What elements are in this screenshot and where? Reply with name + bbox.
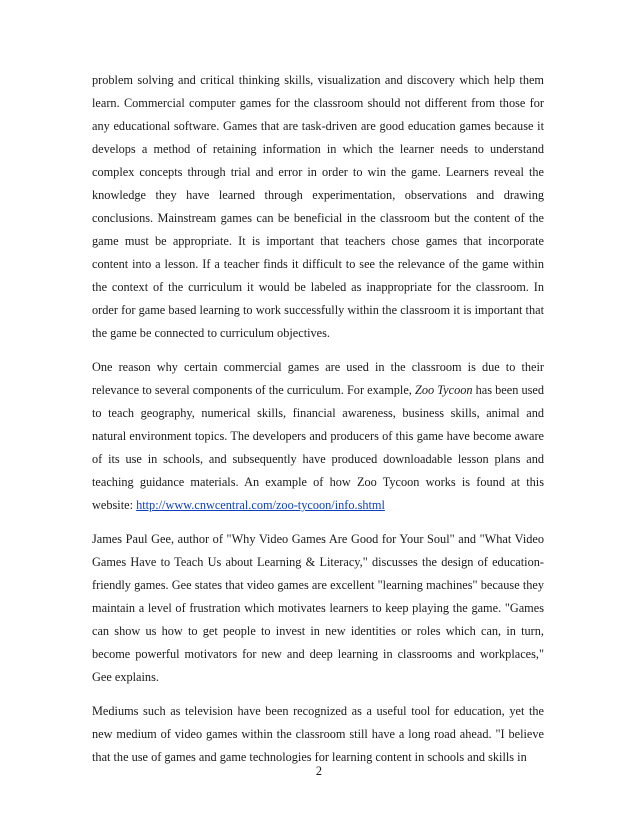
zoo-tycoon-link[interactable]: http://www.cnwcentral.com/zoo-tycoon/info.shtml (136, 498, 385, 512)
paragraph-4: Mediums such as television have been recognized as a useful tool for education, yet the new medium of video games within the classroom still have a long road ahead. "I believe that the use of games and game technologies for learning content in schools and skills in (92, 704, 544, 764)
paragraph-3: James Paul Gee, author of "Why Video Games Are Good for Your Soul" and "What Video Games Have to Teach Us about Learning & Literacy," discusses the design of education-friendly games. Gee states that video games are excellent "learning machines" because they maintain a level of frustration which motivates learners to keep playing the game. "Games can show us how to get people to invest in new identities or roles which can, in turn, become powerful motivators for new and deep learning in classrooms and workplaces," Gee explains. (92, 532, 544, 684)
paragraph-2-text-end: has been used to teach geography, numerical skills, financial awareness, business skills, animal and natural environment topics. The developers and producers of this game have become aware of its use in schools, and subsequently have produced downloadable lesson plans and teaching guidance materials. An example of how Zoo Tycoon works is found at this website: (92, 383, 544, 512)
paragraph-2-text-start: One reason why certain commercial games are used in the classroom is due to their relevance to several components of the curriculum. For example, (92, 360, 544, 397)
page-number: 2 (315, 764, 323, 778)
paragraph-1: problem solving and critical thinking skills, visualization and discovery which help them learn. Commercial computer games for the classroom should not different from those for any educational software. Games that are task-driven are good education games because it develops a method of retaining information in which the learner needs to understand complex concepts through trial and error in order to win the game. Learners reveal the knowledge they have learned through experimentation, observations and drawing conclusions. Mainstream games can be beneficial in the classroom but the content of the game must be appropriate. It is important that teachers chose games that incorporate content into a lesson. If a teacher finds it difficult to see the relevance of the game within the context of the curriculum it would be labeled as inappropriate for the classroom. In order for game based learning to work successfully within the classroom it is important that the game be connected to curriculum objectives. (92, 73, 544, 340)
paragraph-2 (92, 356, 544, 517)
game-title-zoo-tycoon: Zoo Tycoon (414, 383, 473, 397)
body-text (92, 69, 544, 780)
